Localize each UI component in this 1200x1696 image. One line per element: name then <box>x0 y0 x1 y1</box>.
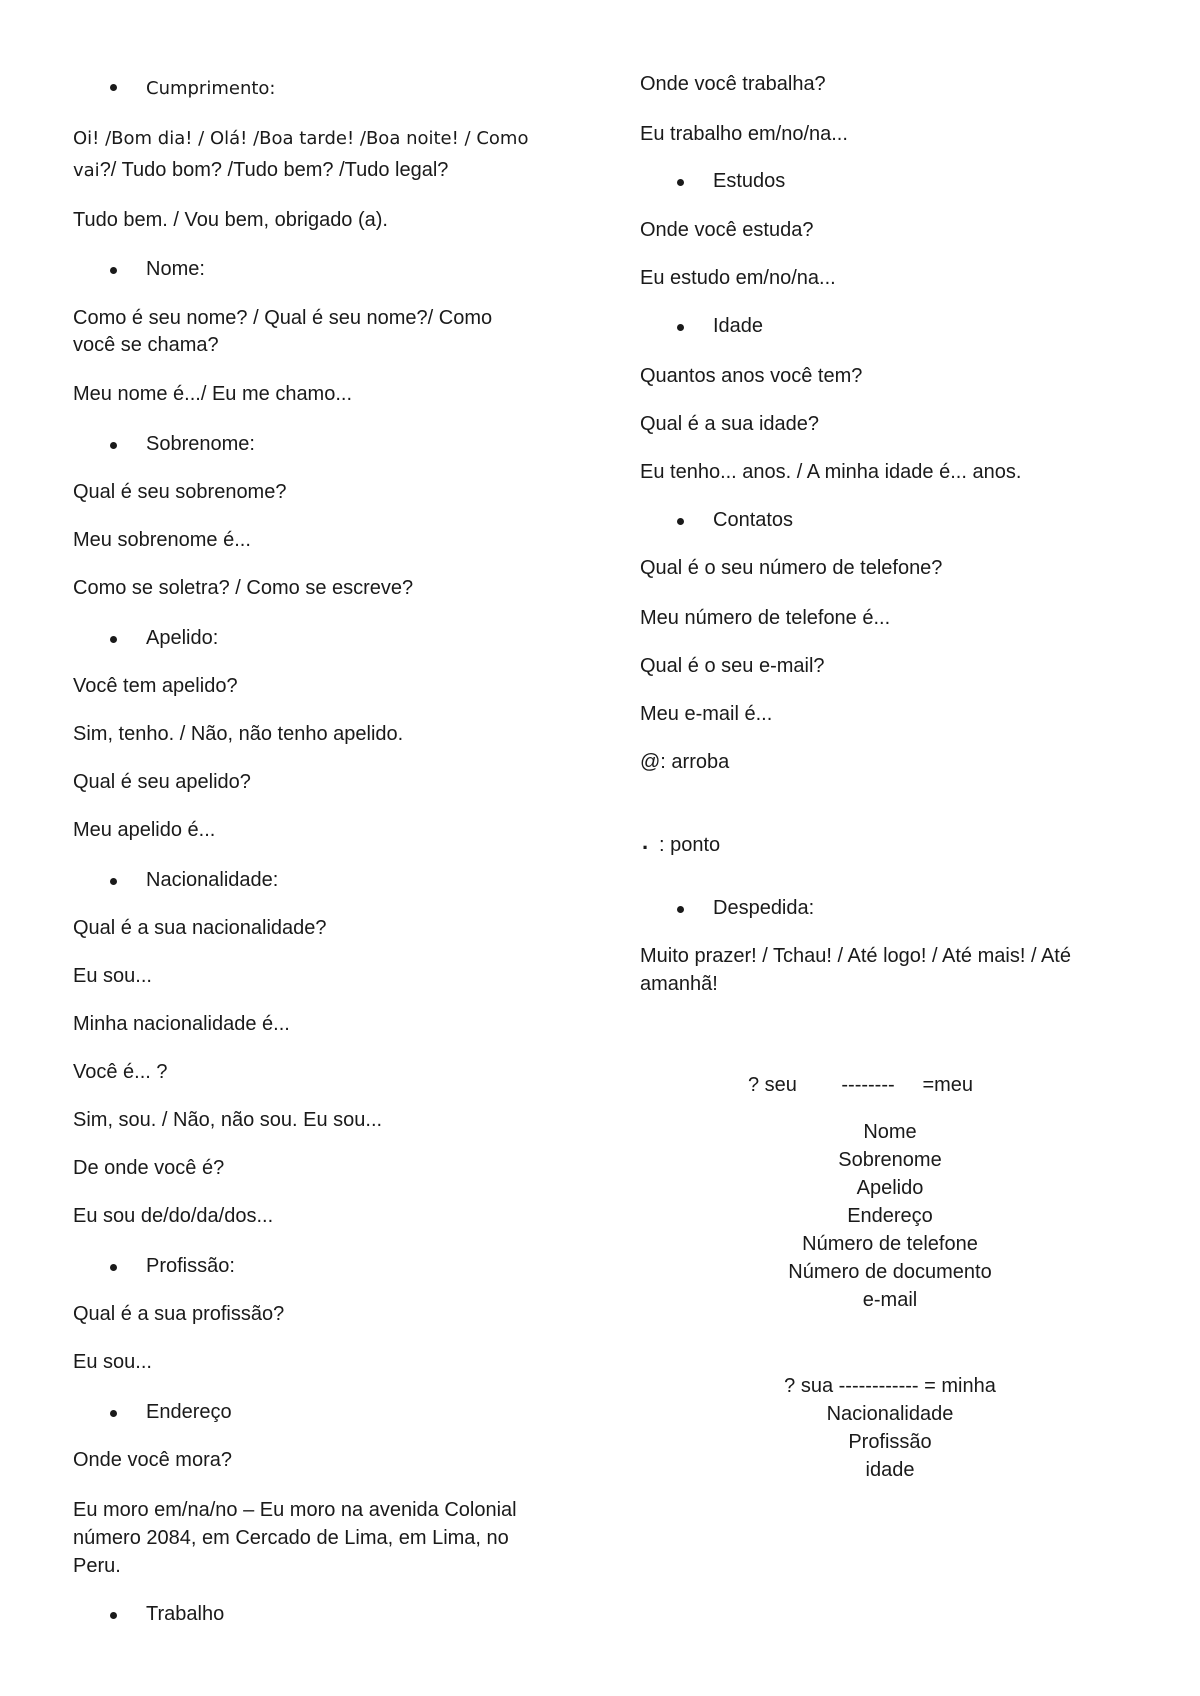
farewell-line-2: amanhã! <box>640 973 718 995</box>
bullet-icon <box>677 324 684 331</box>
list-item: Número de telefone <box>802 1233 978 1255</box>
nationality-answer-1: Eu sou... <box>73 965 152 987</box>
bullet-icon <box>677 179 684 186</box>
bullet-icon <box>110 442 117 449</box>
nickname-heading: Apelido: <box>146 627 219 649</box>
bullet-icon <box>677 906 684 913</box>
at-sign-note: @: arroba <box>640 751 730 773</box>
profession-heading: Profissão: <box>146 1255 235 1277</box>
profession-answer: Eu sou... <box>73 1351 152 1373</box>
list-item: Profissão <box>848 1431 932 1453</box>
list-item: Nome <box>863 1121 917 1143</box>
list-item: Número de documento <box>788 1261 992 1283</box>
sua-word-list <box>730 1400 1050 1484</box>
age-question-1: Quantos anos você tem? <box>640 365 863 387</box>
nationality-heading: Nacionalidade: <box>146 869 279 891</box>
name-question-1: Como é seu nome? / Qual é seu nome?/ Como <box>73 307 493 329</box>
nickname-question-2: Qual é seu apelido? <box>73 771 251 793</box>
nickname-question-1: Você tem apelido? <box>73 675 238 697</box>
list-item: e-mail <box>862 1289 918 1311</box>
name-question-2: você se chama? <box>73 334 219 356</box>
phone-question: Qual é o seu número de telefone? <box>640 557 943 579</box>
age-answer: Eu tenho... anos. / A minha idade é... anos. <box>640 461 1022 483</box>
bullet-icon <box>110 636 117 643</box>
work-answer: Eu trabalho em/no/na... <box>640 123 848 145</box>
seu-meu-header: ? seu -------- =meu <box>748 1074 974 1096</box>
contacts-heading: Contatos <box>713 509 794 531</box>
nationality-answer-2: Minha nacionalidade é... <box>73 1013 290 1035</box>
bullet-icon <box>110 1410 117 1417</box>
bullet-icon <box>110 878 117 885</box>
dot-note: : ponto <box>659 834 721 856</box>
list-item: idade <box>865 1459 915 1481</box>
seu-word-list <box>730 1118 1050 1314</box>
study-question: Onde você estuda? <box>640 219 814 241</box>
surname-question: Qual é seu sobrenome? <box>73 481 287 503</box>
address-answer-3: Peru. <box>73 1555 121 1577</box>
nationality-question-2: Você é... ? <box>73 1061 168 1083</box>
address-question: Onde você mora? <box>73 1449 232 1471</box>
study-heading: Estudos <box>713 170 786 192</box>
bullet-icon <box>110 267 117 274</box>
greeting-line-2b: ?/ Tudo bom? /Tudo bem? /Tudo legal? <box>99 159 449 181</box>
address-answer-2: número 2084, em Cercado de Lima, em Lima, no <box>73 1527 509 1549</box>
profession-question: Qual é a sua profissão? <box>73 1303 285 1325</box>
name-answer: Meu nome é.../ Eu me chamo... <box>73 383 353 405</box>
greeting-line-1: Oi! /Bom dia! / Olá! /Boa tarde! /Boa noite! / Como <box>73 128 529 149</box>
surname-answer: Meu sobrenome é... <box>73 529 251 551</box>
nationality-question: Qual é a sua nacionalidade? <box>73 917 327 939</box>
phone-answer: Meu número de telefone é... <box>640 607 891 629</box>
address-heading: Endereço <box>146 1401 232 1423</box>
surname-heading: Sobrenome: <box>146 433 255 455</box>
greeting-line-2a: vai <box>73 160 100 181</box>
bullet-icon <box>110 1612 117 1619</box>
work-heading: Trabalho <box>146 1603 225 1625</box>
nickname-answer-2: Meu apelido é... <box>73 819 216 841</box>
list-item: Nacionalidade <box>826 1403 954 1425</box>
list-item: Sobrenome <box>838 1149 942 1171</box>
list-item: Endereço <box>847 1205 933 1227</box>
age-question-2: Qual é a sua idade? <box>640 413 820 435</box>
greeting-heading: Cumprimento: <box>146 78 276 99</box>
bullet-icon <box>677 518 684 525</box>
age-heading: Idade <box>713 315 764 337</box>
bullet-icon <box>110 84 117 91</box>
address-answer-1: Eu moro em/na/no – Eu moro na avenida Colonial <box>73 1499 517 1521</box>
list-item: Apelido <box>856 1177 924 1199</box>
origin-question: De onde você é? <box>73 1157 225 1179</box>
nickname-answer-1: Sim, tenho. / Não, não tenho apelido. <box>73 723 404 745</box>
work-question: Onde você trabalha? <box>640 73 826 95</box>
name-heading: Nome: <box>146 258 205 280</box>
nationality-answer-3: Sim, sou. / Não, não sou. Eu sou... <box>73 1109 383 1131</box>
origin-answer: Eu sou de/do/da/dos... <box>73 1205 274 1227</box>
greeting-reply: Tudo bem. / Vou bem, obrigado (a). <box>73 209 388 231</box>
greeting-line-2 <box>73 157 448 184</box>
spell-question: Como se soletra? / Como se escreve? <box>73 577 414 599</box>
bullet-icon <box>110 1264 117 1271</box>
sua-minha-header: ? sua ------------ = minha <box>784 1375 996 1397</box>
farewell-heading: Despedida: <box>713 897 815 919</box>
farewell-line-1: Muito prazer! / Tchau! / Até logo! / Até mais! / Até <box>640 945 1071 967</box>
email-answer: Meu e-mail é... <box>640 703 773 725</box>
email-question: Qual é o seu e-mail? <box>640 655 825 677</box>
study-answer: Eu estudo em/no/na... <box>640 267 836 289</box>
dot-symbol: . <box>642 829 649 854</box>
